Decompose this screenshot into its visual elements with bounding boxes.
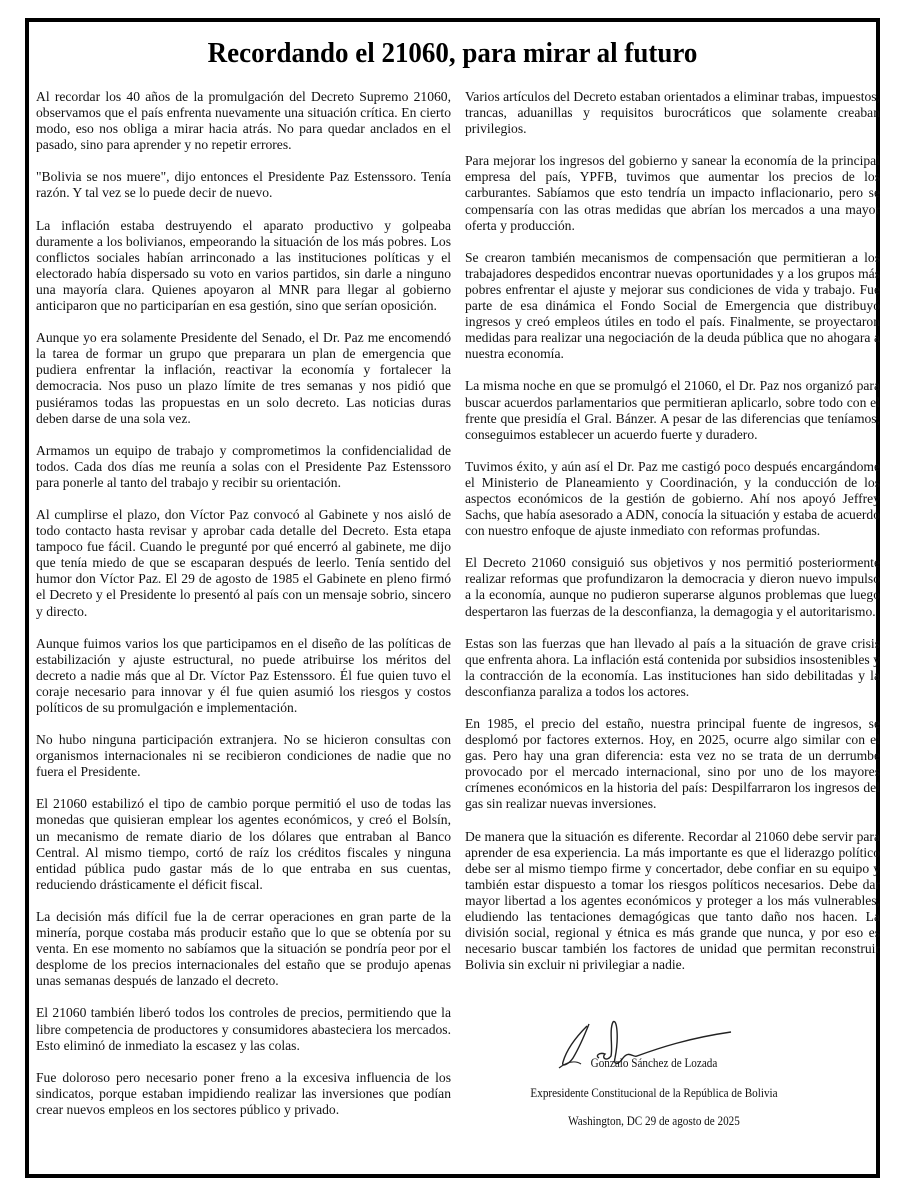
paragraph: No hubo ninguna participación extranjera. No se hicieron consultas con organismos internacionales ni se recibieron condiciones de nadie que no fuera el Presidente. [36,732,451,780]
paragraph: El 21060 también liberó todos los controles de precios, permitiendo que la libre competencia de productores y consumidores abasteciera los mercados. Esto eliminó de inmediato la escasez y las colas. [36,1005,451,1053]
paragraph: Tuvimos éxito, y aún así el Dr. Paz me castigó poco después encargándome el Ministerio de Planeamiento y Coordinación, y la conducción de los aspectos económicos de la gestión de gobierno. Ahí nos apoyó Jeffrey Sachs, que había asesorado a ADN, conocía la situación y estaba de acuerdo con nuestro enfoque de ajuste inmediato con reformas profundas. [465,458,880,539]
paragraph: Al recordar los 40 años de la promulgación del Decreto Supremo 21060, observamos que el país enfrenta nuevamente una situación crítica. En cierto modo, eso nos obliga a mirar hacia atrás. No para quedar anclados en el pasado, sino para aprender y no repetir errores. [36,89,451,153]
paragraph: Para mejorar los ingresos del gobierno y sanear la economía de la principal empresa del país, YPFB, tuvimos que aumentar los precios de los carburantes. Sabíamos que esto tendría un impacto inflacionario, pero se compensaría con las otras medidas que abrían los mercados a una mayor oferta y producción. [465,153,880,233]
paragraph: Aunque yo era solamente Presidente del Senado, el Dr. Paz me encomendó la tarea de formar un grupo que preparara un plan de emergencia que pudiera enfrentar la inflación, reactivar la economía y fortalecer la democracia. Nos puso un plazo límite de tres semanas y nos pidió que pusiéramos todas las propuestas en un solo decreto. Las noticias duras deben darse de una sola vez. [36,330,451,426]
place-date: Washington, DC 29 de agosto de 2025 [568,1114,740,1128]
paragraph: La misma noche en que se promulgó el 21060, el Dr. Paz nos organizó para buscar acuerdos parlamentarios que permitieran aplicarlo, sobre todo con el frente que presidía el Gral. Bánzer. A pesar de las diferencias que teníamos, conseguimos establecer un acuerdo fuerte y duradero. [465,378,880,442]
paragraph: El Decreto 21060 consiguió sus objetivos y nos permitió posteriormente realizar reformas que profundizaron la democracia y dieron nuevo impulso a la economía, aunque no pudieron superarse algunos problemas que luego despertaron las fuerzas de la desconfianza, la demagogia y el autoritarismo. [465,555,880,619]
paragraph: Se crearon también mecanismos de compensación que permitieran a los trabajadores despedidos encontrar nuevas oportunidades y a los grupos más pobres enfrentar el ajuste y mejorar sus condiciones de vida y trabajo. Fue parte de esa dinámica el Fondo Social de Emergencia que distribuyó ingresos y creó empleos útiles en todo el país. Finalmente, se proyectaron medidas para realizar una negociación de la deuda pública que no ahogara a nuestra economía. [465,249,880,362]
paragraph: La decisión más difícil fue la de cerrar operaciones en gran parte de la minería, porque costaba más producir estaño que lo que se obtenía por su venta. En ese momento no sabíamos que la situación se pondría peor por el desplome de los precios internacionales del estaño que se produjo apenas unas semanas después de lanzado el decreto. [36,908,451,989]
signatory-role: Expresidente Constitucional de la República de Bolivia [530,1086,778,1100]
paragraph: De manera que la situación es diferente. Recordar al 21060 debe servir para aprender de esa experiencia. La más importante es que el liderazgo político debe ser al mismo tiempo firme y concertador, debe confiar en su equipo y también estar dispuesto a tomar los riesgos políticos necesarios. Debe dar mayor libertad a los agentes económicos y proteger a los más vulnerables, eludiendo las tentaciones demagógicas que tanto daño nos hacen. La división social, regional y étnica es más grande que nunca, y por eso es necesario buscar también los factores de unidad que permitan reconstruir Bolivia sin excluir ni privilegiar a nadie. [465,828,880,973]
paragraph: El 21060 estabilizó el tipo de cambio porque permitió el uso de todas las monedas que quisieran emplear los agentes económicos, y creó el Bolsín, un mecanismo de remate diario de los dólares que entraban al Banco Central. Al mismo tiempo, cortó de raíz los créditos fiscales y ninguna entidad pública pudo gastar más de lo que entraba en sus cuentas, reduciendo drásticamente el déficit fiscal. [36,796,451,892]
paragraph: Fue doloroso pero necesario poner freno a la excesiva influencia de los sindicatos, porque estaban impidiendo realizar las inversiones que podían crear nuevos empleos en los sectores público y privado. [36,1069,451,1117]
paragraph: Armamos un equipo de trabajo y comprometimos la confidencialidad de todos. Cada dos días me reunía a solas con el Presidente Paz Estenssoro para ponerle al tanto del trabajo y recibir su orientación. [36,442,451,490]
paragraph: "Bolivia se nos muere", dijo entonces el Presidente Paz Estenssoro. Tenía razón. Y tal vez se lo puede decir de nuevo. [36,169,451,201]
right-column [465,89,880,989]
article-title: Recordando el 21060, para mirar al futuro [207,37,698,69]
article-frame [25,18,880,1178]
paragraph: Estas son las fuerzas que han llevado al país a la situación de grave crisis que enfrenta ahora. La inflación está contenida por subsidios insostenibles y la contracción de la economía. Las instituciones han sido debilitadas y la desconfianza paraliza a todos los actores. [465,635,880,699]
paragraph: Varios artículos del Decreto estaban orientados a eliminar trabas, impuestos, trancas, aduanillas y requisitos burocráticos que solamente creaban privilegios. [465,89,880,137]
paragraph: Al cumplirse el plazo, don Víctor Paz convocó al Gabinete y nos aisló de todo contacto hasta revisar y aprobar cada detalle del Decreto. Esta etapa tampoco fue fácil. Cuando le pregunté por qué encerró al gabinete, me dijo que tenía miedo de que se escaparan después de leerlo. Tenía sentido del humor don Víctor Paz. El 29 de agosto de 1985 el Gabinete en pleno firmó el Decreto y el Presidente lo presentó al país con un mensaje sobrio, sincero y directo. [36,506,451,619]
paragraph: La inflación estaba destruyendo el aparato productivo y golpeaba duramente a los bolivianos, empeorando la situación de los más pobres. Los conflictos sociales habían arrinconado a las instituciones políticas y el electorado había dispersado su voto en varios partidos, sin darle a ninguno una mayoría clara. Quienes apoyaron al MNR para llegar al gobierno anticiparon que no participarían en esa gestión, sino que serían oposición. [36,217,451,314]
left-column [36,89,451,1134]
signatory-name: Gonzalo Sánchez de Lozada [590,1056,718,1070]
paragraph: En 1985, el precio del estaño, nuestra principal fuente de ingresos, se desplomó por factores externos. Hoy, en 2025, ocurre algo similar con el gas. Pero hay una gran diferencia: esta vez no se trata de un derrumbe provocado por el mercado internacional, sino por uno de los mayores crímenes económicos en la historia del país: Despilfarraron los ingresos del gas sin realizar nuevas inversiones. [465,716,880,812]
paragraph: Aunque fuimos varios los que participamos en el diseño de las políticas de estabilización y ajuste estructural, no puede atribuirse los méritos del decreto a nadie más que al Dr. Víctor Paz Estenssoro. Él fue quien tuvo el coraje necesario para innovar y él fue quien asumió los riesgos y costos políticos de su promulgación e implementación. [36,635,451,715]
